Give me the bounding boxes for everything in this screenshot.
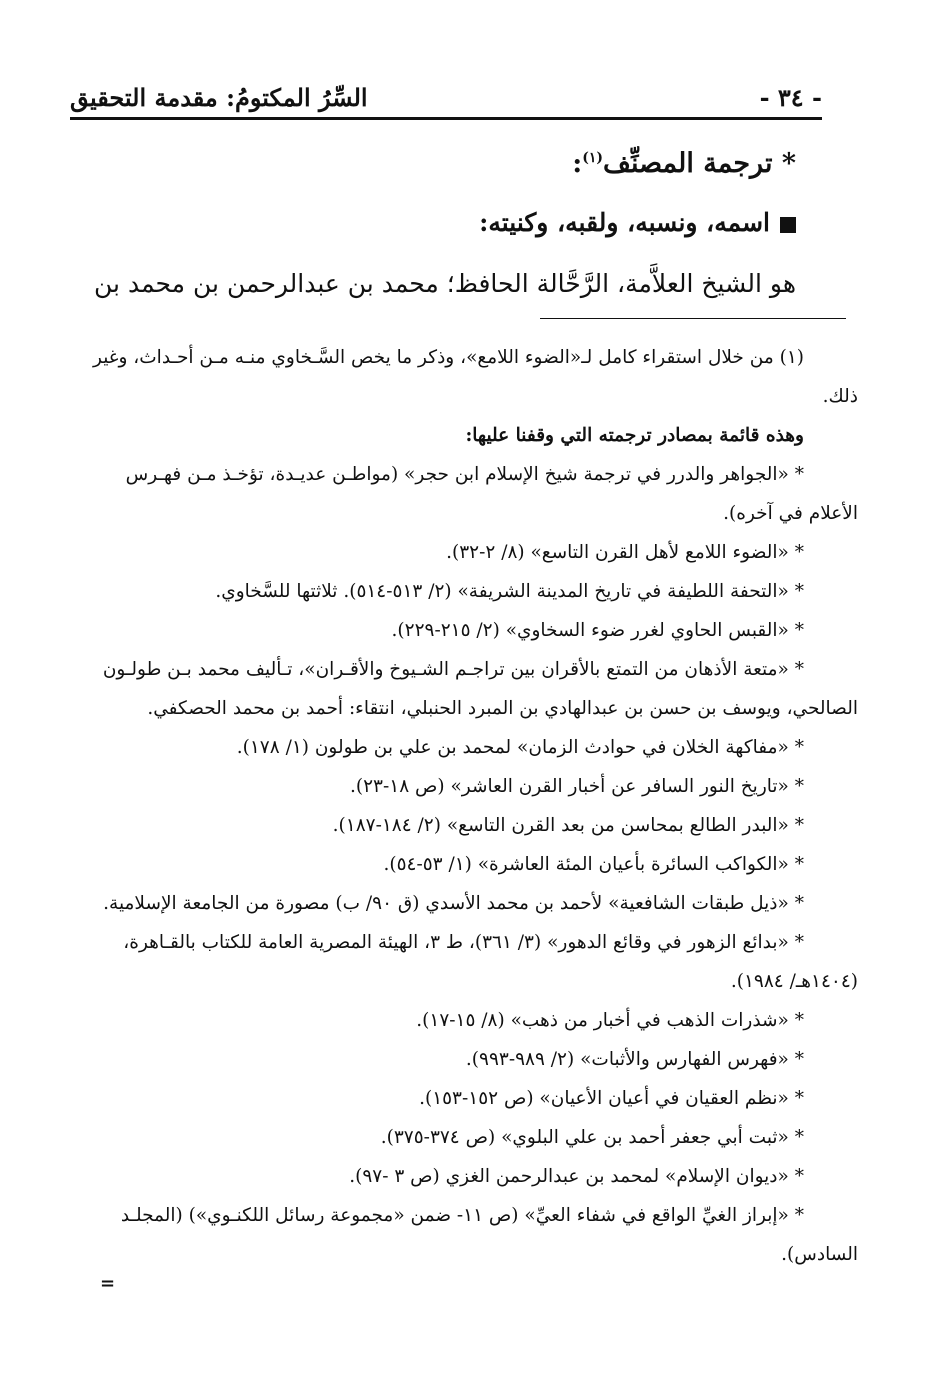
list-item: * «البدر الطالع بمحاسن من بعد القرن التاسع» (٢/ ١٨٤-١٨٧). [332, 815, 804, 836]
intro-paragraph: هو الشيخ العلاَّمة، الرَّحَّالة الحافظ؛ محمد بن عبدالرحمن بن محمد بن [94, 269, 796, 298]
header-rule [70, 117, 822, 120]
subsection-title-text: اسمه، ونسبه، ولقبه، وكنيته: [479, 208, 770, 237]
list-item: * «ذيل طبقات الشافعية» لأحمد بن محمد الأسدي (ق ٩٠/ ب) مصورة من الجامعة الإسلامية. [103, 893, 804, 914]
list-item: * «القبس الحاوي لغرر ضوء السخاوي» (٢/ ٢١٥-٢٢٩). [391, 620, 804, 641]
footnote-ref: (١) [582, 150, 604, 166]
list-item: * «الجواهر والدرر في ترجمة شيخ الإسلام ابن حجر» (مواطـن عديـدة، تؤخـذ مـن فهـرس الأعلام في آخره). [125, 464, 858, 524]
sources-heading: وهذه قائمة بمصادر ترجمته التي وقفنا عليها: [465, 425, 804, 446]
page-header [70, 78, 822, 116]
page-number: - ٣٤ - [759, 82, 822, 112]
list-item: * «تاريخ النور السافر عن أخبار القرن العاشر» (ص ١٨-٢٣). [350, 776, 804, 797]
black-square-icon [780, 217, 796, 233]
list-item: * «متعة الأذهان من التمتع بالأقران بين تراجـم الشـيوخ والأقـران»، تـأليف محمد بـن طولـون الصالحي، ويوسف بن حسن بن عبدالهادي بن المبرد الحنبلي، انتقاء: أحمد بن محمد الحصكفي. [102, 659, 858, 719]
list-item: * «ديوان الإسلام» لمحمد بن عبدالرحمن الغزي (ص ٣ -٩٧). [349, 1166, 804, 1187]
list-item: * «إبراز الغيِّ الواقع في شفاء العيِّ» (ص ١١- ضمن «مجموعة رسائل اللكنـوي») (المجلـد السادس). [120, 1205, 858, 1265]
footnotes [80, 338, 858, 1294]
list-item: * «ثبت أبي جعفر أحمد بن علي البلوي» (ص ٣٧٤-٣٧٥). [380, 1127, 804, 1148]
subsection-title [88, 208, 796, 237]
footnote-separator [540, 318, 846, 319]
footnote-1: (١) من خلال استقراء كامل لـ«الضوء اللامع»، وذكر ما يخص السَّـخاوي منـه مـن أحـداث، وغير ذلك. [93, 347, 858, 407]
continuation-mark: = [100, 1273, 116, 1294]
list-item: * «بدائع الزهور في وقائع الدهور» (٣/ ٣٦١)، ط ٣، الهيئة المصرية العامة للكتاب بالقـاهرة، (١٤٠٤هـ/ ١٩٨٤). [123, 932, 858, 992]
running-title: السِّرُ المكتومُ: مقدمة التحقيق [70, 82, 368, 112]
section-title-text: * ترجمة المصنِّف [603, 148, 796, 179]
list-item: * «مفاكهة الخلان في حوادث الزمان» لمحمد بن علي بن طولون (١/ ١٧٨). [236, 737, 804, 758]
section-title [88, 148, 796, 179]
list-item: * «نظم العقيان في أعيان الأعيان» (ص ١٥٢-١٥٣). [419, 1088, 804, 1109]
list-item: * «فهرس الفهارس والأثبات» (٢/ ٩٨٩-٩٩٣). [465, 1049, 804, 1070]
list-item: * «شذرات الذهب في أخبار من ذهب» (٨/ ١٥-١٧). [416, 1010, 804, 1031]
list-item: * «الكواكب السائرة بأعيان المئة العاشرة» (١/ ٥٣-٥٤). [383, 854, 804, 875]
section-title-suffix: : [572, 148, 583, 179]
list-item: * «الضوء اللامع لأهل القرن التاسع» (٨/ ٢-٣٢). [446, 542, 804, 563]
list-item: * «التحفة اللطيفة في تاريخ المدينة الشريفة» (٢/ ٥١٣-٥١٤). ثلاثتها للسَّخاوي. [215, 581, 804, 602]
